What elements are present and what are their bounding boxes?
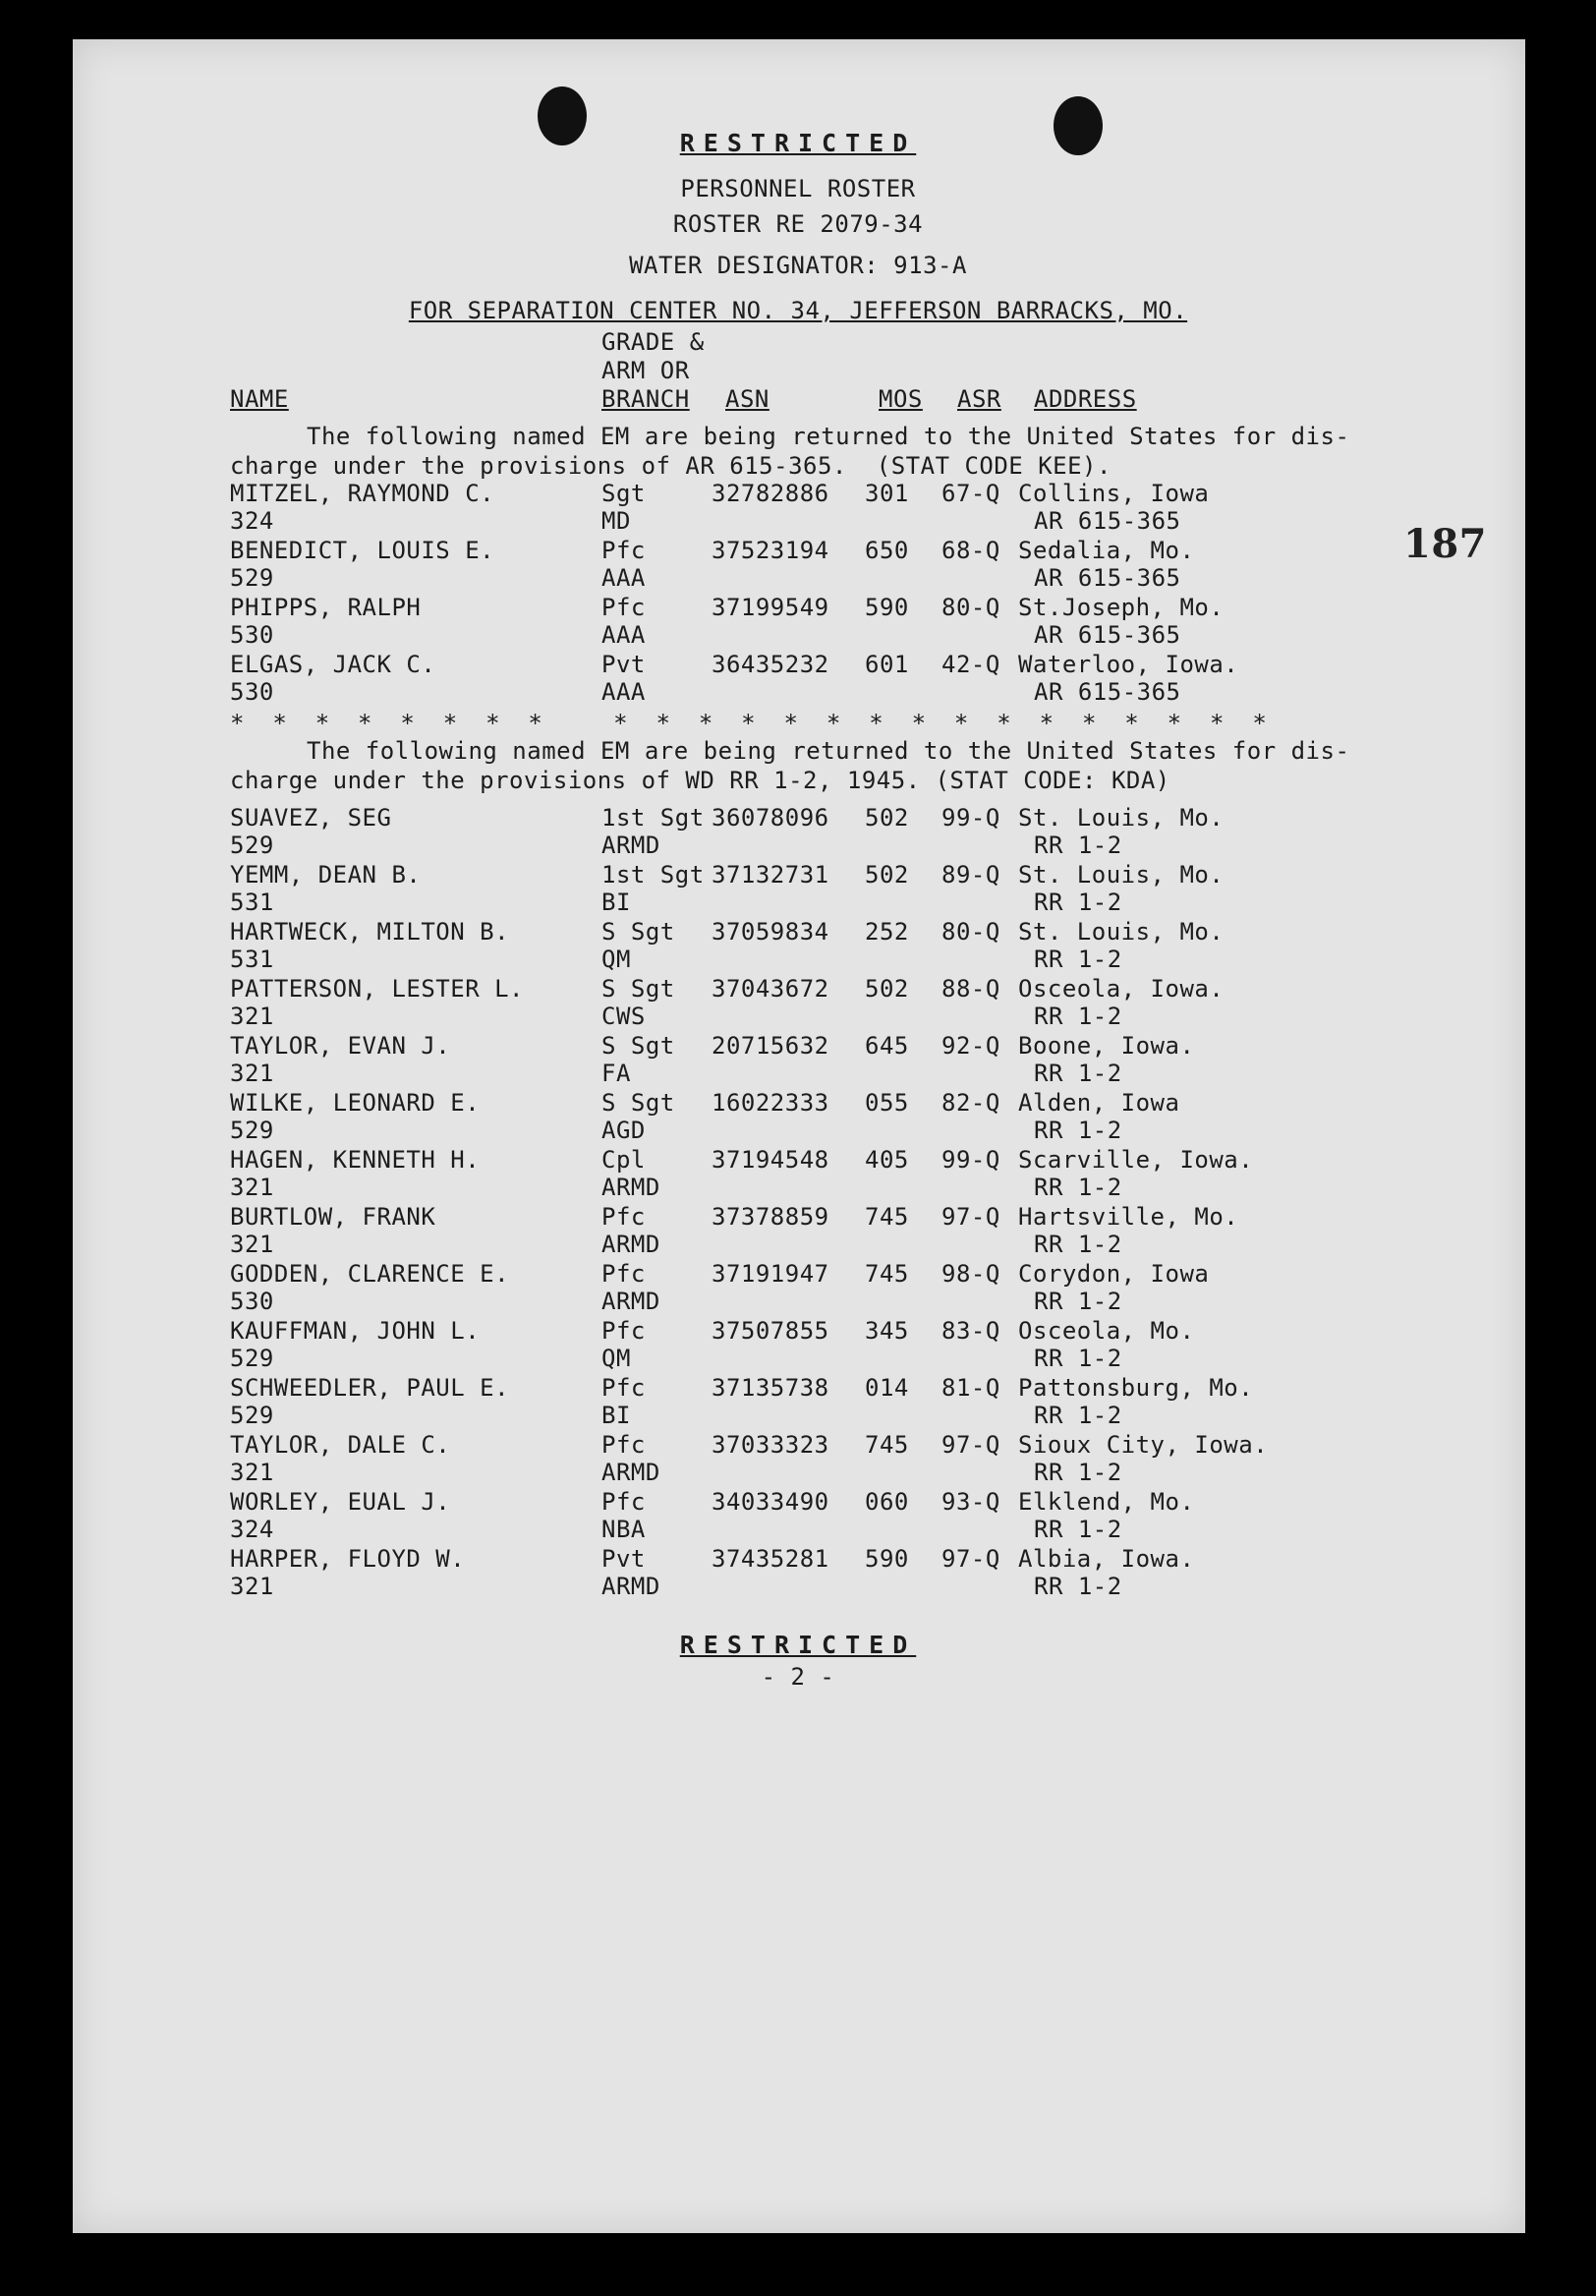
entry-name: HARPER, FLOYD W. [230, 1545, 466, 1573]
entry-code: 321 [230, 1003, 274, 1030]
entry-name: BENEDICT, LOUIS E. [230, 537, 495, 564]
entry-grade: Pfc [601, 1431, 646, 1459]
roster-title: PERSONNEL ROSTER [680, 175, 916, 202]
entry-authority: RR 1-2 [1034, 1117, 1122, 1144]
entry-asr: 97-Q [941, 1431, 1000, 1459]
entry-name: GODDEN, CLARENCE E. [230, 1260, 510, 1288]
entry-address: St. Louis, Mo. [1018, 861, 1225, 889]
document-page [73, 39, 1525, 2233]
entry-grade: Cpl [601, 1146, 646, 1174]
entry-address: St. Louis, Mo. [1018, 804, 1225, 832]
entry-authority: RR 1-2 [1034, 1003, 1122, 1030]
entry-branch: ARMD [601, 832, 660, 859]
entry-name: SUAVEZ, SEG [230, 804, 392, 832]
entry-asr: 83-Q [941, 1317, 1000, 1345]
entry-grade: Pvt [601, 651, 646, 678]
entry-grade: S Sgt [601, 975, 675, 1003]
section1-intro-line2: charge under the provisions of AR 615-365. (STAT CODE KEE). [230, 452, 1112, 480]
entry-code: 321 [230, 1174, 274, 1201]
entry-grade: Pfc [601, 537, 646, 564]
entry-branch: QM [601, 1345, 631, 1372]
entry-branch: AAA [601, 621, 646, 649]
entry-authority: RR 1-2 [1034, 1573, 1122, 1600]
col-asr: ASR [957, 385, 1001, 413]
col-asn: ASN [725, 385, 770, 413]
entry-asn: 37059834 [712, 918, 829, 946]
entry-authority: AR 615-365 [1034, 564, 1181, 592]
entry-code: 530 [230, 621, 274, 649]
entry-address: Sedalia, Mo. [1018, 537, 1195, 564]
col-name: NAME [230, 385, 289, 413]
entry-name: WILKE, LEONARD E. [230, 1089, 481, 1117]
entry-grade: S Sgt [601, 918, 675, 946]
entry-address: St. Louis, Mo. [1018, 918, 1225, 946]
entry-authority: RR 1-2 [1034, 889, 1122, 916]
entry-grade: Pfc [601, 594, 646, 621]
entry-code: 529 [230, 1345, 274, 1372]
entry-asn: 37033323 [712, 1431, 829, 1459]
entry-grade: S Sgt [601, 1089, 675, 1117]
entry-address: St.Joseph, Mo. [1018, 594, 1225, 621]
entry-asr: 88-Q [941, 975, 1000, 1003]
entry-address: Sioux City, Iowa. [1018, 1431, 1269, 1459]
col-mos: MOS [879, 385, 923, 413]
entry-address: Corydon, Iowa [1018, 1260, 1210, 1288]
entry-asn: 37523194 [712, 537, 829, 564]
roster-number: ROSTER RE 2079-34 [672, 210, 924, 238]
col-grade-line1: GRADE & [601, 328, 705, 356]
entry-mos: 590 [865, 1545, 909, 1573]
entry-name: TAYLOR, EVAN J. [230, 1032, 451, 1060]
entry-asr: 89-Q [941, 861, 1000, 889]
entry-asr: 68-Q [941, 537, 1000, 564]
entry-mos: 502 [865, 861, 909, 889]
entry-address: Osceola, Iowa. [1018, 975, 1225, 1003]
entry-mos: 601 [865, 651, 909, 678]
entry-mos: 745 [865, 1431, 909, 1459]
entry-mos: 301 [865, 480, 909, 507]
entry-address: Osceola, Mo. [1018, 1317, 1195, 1345]
entry-asn: 32782886 [712, 480, 829, 507]
entry-authority: RR 1-2 [1034, 1516, 1122, 1543]
entry-mos: 650 [865, 537, 909, 564]
entry-code: 529 [230, 1402, 274, 1429]
entry-address: Boone, Iowa. [1018, 1032, 1195, 1060]
entry-asn: 36078096 [712, 804, 829, 832]
entry-asr: 42-Q [941, 651, 1000, 678]
entry-branch: BI [601, 1402, 631, 1429]
entry-code: 531 [230, 889, 274, 916]
entry-branch: BI [601, 889, 631, 916]
entry-grade: 1st Sgt [601, 804, 705, 832]
entry-mos: 745 [865, 1203, 909, 1231]
entry-name: PATTERSON, LESTER L. [230, 975, 524, 1003]
entry-branch: ARMD [601, 1573, 660, 1600]
entry-asn: 36435232 [712, 651, 829, 678]
entry-address: Waterloo, Iowa. [1018, 651, 1239, 678]
entry-asr: 93-Q [941, 1488, 1000, 1516]
entry-address: Albia, Iowa. [1018, 1545, 1195, 1573]
entry-grade: Pfc [601, 1203, 646, 1231]
entry-branch: AGD [601, 1117, 646, 1144]
entry-name: MITZEL, RAYMOND C. [230, 480, 495, 507]
entry-branch: CWS [601, 1003, 646, 1030]
entry-asr: 67-Q [941, 480, 1000, 507]
entry-name: WORLEY, EUAL J. [230, 1488, 451, 1516]
entry-mos: 405 [865, 1146, 909, 1174]
entry-name: YEMM, DEAN B. [230, 861, 422, 889]
entry-mos: 502 [865, 975, 909, 1003]
entry-authority: RR 1-2 [1034, 1288, 1122, 1315]
entry-asn: 37043672 [712, 975, 829, 1003]
entry-asr: 92-Q [941, 1032, 1000, 1060]
entry-code: 321 [230, 1459, 274, 1486]
entry-mos: 055 [865, 1089, 909, 1117]
entry-asr: 97-Q [941, 1203, 1000, 1231]
entry-grade: Sgt [601, 480, 646, 507]
entry-address: Hartsville, Mo. [1018, 1203, 1239, 1231]
separator-asterisks: * * * * * * * * * * * * * * * * * * * * * * * * [230, 710, 1267, 737]
entry-asn: 37191947 [712, 1260, 829, 1288]
entry-branch: NBA [601, 1516, 646, 1543]
entry-code: 321 [230, 1573, 274, 1600]
entry-grade: Pfc [601, 1317, 646, 1345]
entry-name: TAYLOR, DALE C. [230, 1431, 451, 1459]
entry-code: 529 [230, 832, 274, 859]
entry-asn: 37507855 [712, 1317, 829, 1345]
entry-asn: 37378859 [712, 1203, 829, 1231]
entry-code: 529 [230, 564, 274, 592]
classification-bottom: RESTRICTED [679, 1631, 917, 1659]
entry-address: Alden, Iowa [1018, 1089, 1180, 1117]
section2-intro-line1: The following named EM are being returned to the United States for dis- [307, 737, 1350, 765]
entry-code: 531 [230, 946, 274, 973]
entry-name: PHIPPS, RALPH [230, 594, 422, 621]
entry-authority: RR 1-2 [1034, 1459, 1122, 1486]
entry-name: HAGEN, KENNETH H. [230, 1146, 481, 1174]
entry-asn: 20715632 [712, 1032, 829, 1060]
page-number: - 2 - [761, 1663, 835, 1691]
entry-authority: RR 1-2 [1034, 832, 1122, 859]
entry-asr: 99-Q [941, 1146, 1000, 1174]
entry-branch: ARMD [601, 1459, 660, 1486]
page-stamp-number: 187 [1403, 521, 1487, 567]
entry-code: 530 [230, 678, 274, 706]
entry-mos: 060 [865, 1488, 909, 1516]
entry-asr: 80-Q [941, 918, 1000, 946]
col-grade-line3: BRANCH [601, 385, 690, 413]
classification-top: RESTRICTED [679, 129, 917, 157]
entry-asr: 81-Q [941, 1374, 1000, 1402]
entry-authority: RR 1-2 [1034, 1231, 1122, 1258]
entry-grade: S Sgt [601, 1032, 675, 1060]
entry-mos: 345 [865, 1317, 909, 1345]
entry-branch: ARMD [601, 1288, 660, 1315]
entry-code: 321 [230, 1060, 274, 1087]
entry-code: 529 [230, 1117, 274, 1144]
entry-grade: Pvt [601, 1545, 646, 1573]
entry-branch: ARMD [601, 1231, 660, 1258]
entry-authority: AR 615-365 [1034, 621, 1181, 649]
entry-authority: AR 615-365 [1034, 507, 1181, 535]
entry-asr: 80-Q [941, 594, 1000, 621]
entry-asr: 99-Q [941, 804, 1000, 832]
entry-asn: 37132731 [712, 861, 829, 889]
entry-grade: Pfc [601, 1488, 646, 1516]
entry-asr: 82-Q [941, 1089, 1000, 1117]
entry-name: HARTWECK, MILTON B. [230, 918, 510, 946]
entry-authority: RR 1-2 [1034, 946, 1122, 973]
entry-mos: 745 [865, 1260, 909, 1288]
entry-code: 324 [230, 1516, 274, 1543]
entry-grade: Pfc [601, 1260, 646, 1288]
entry-branch: ARMD [601, 1174, 660, 1201]
entry-address: Pattonsburg, Mo. [1018, 1374, 1254, 1402]
entry-grade: Pfc [601, 1374, 646, 1402]
entry-code: 324 [230, 507, 274, 535]
separation-center: FOR SEPARATION CENTER NO. 34, JEFFERSON BARRACKS, MO. [408, 297, 1188, 324]
col-grade-line2: ARM OR [601, 357, 690, 384]
entry-asn: 37194548 [712, 1146, 829, 1174]
entry-code: 321 [230, 1231, 274, 1258]
entry-asn: 37435281 [712, 1545, 829, 1573]
col-address: ADDRESS [1034, 385, 1137, 413]
entry-branch: FA [601, 1060, 631, 1087]
entry-address: Scarville, Iowa. [1018, 1146, 1254, 1174]
entry-authority: AR 615-365 [1034, 678, 1181, 706]
entry-name: SCHWEEDLER, PAUL E. [230, 1374, 510, 1402]
entry-mos: 590 [865, 594, 909, 621]
entry-mos: 014 [865, 1374, 909, 1402]
entry-mos: 645 [865, 1032, 909, 1060]
section1-intro-line1: The following named EM are being returned to the United States for dis- [307, 423, 1350, 450]
entry-asn: 34033490 [712, 1488, 829, 1516]
entry-branch: MD [601, 507, 631, 535]
entry-branch: AAA [601, 678, 646, 706]
entry-branch: QM [601, 946, 631, 973]
entry-mos: 252 [865, 918, 909, 946]
section2-intro-line2: charge under the provisions of WD RR 1-2, 1945. (STAT CODE: KDA) [230, 767, 1170, 794]
entry-authority: RR 1-2 [1034, 1402, 1122, 1429]
entry-branch: AAA [601, 564, 646, 592]
entry-authority: RR 1-2 [1034, 1060, 1122, 1087]
entry-address: Elklend, Mo. [1018, 1488, 1195, 1516]
entry-asr: 98-Q [941, 1260, 1000, 1288]
entry-authority: RR 1-2 [1034, 1174, 1122, 1201]
entry-name: KAUFFMAN, JOHN L. [230, 1317, 481, 1345]
entry-address: Collins, Iowa [1018, 480, 1210, 507]
entry-code: 530 [230, 1288, 274, 1315]
entry-mos: 502 [865, 804, 909, 832]
entry-authority: RR 1-2 [1034, 1345, 1122, 1372]
entry-name: ELGAS, JACK C. [230, 651, 436, 678]
water-designator: WATER DESIGNATOR: 913-A [629, 252, 967, 279]
entry-asn: 37135738 [712, 1374, 829, 1402]
entry-name: BURTLOW, FRANK [230, 1203, 436, 1231]
entry-asn: 37199549 [712, 594, 829, 621]
entry-grade: 1st Sgt [601, 861, 705, 889]
entry-asr: 97-Q [941, 1545, 1000, 1573]
entry-asn: 16022333 [712, 1089, 829, 1117]
